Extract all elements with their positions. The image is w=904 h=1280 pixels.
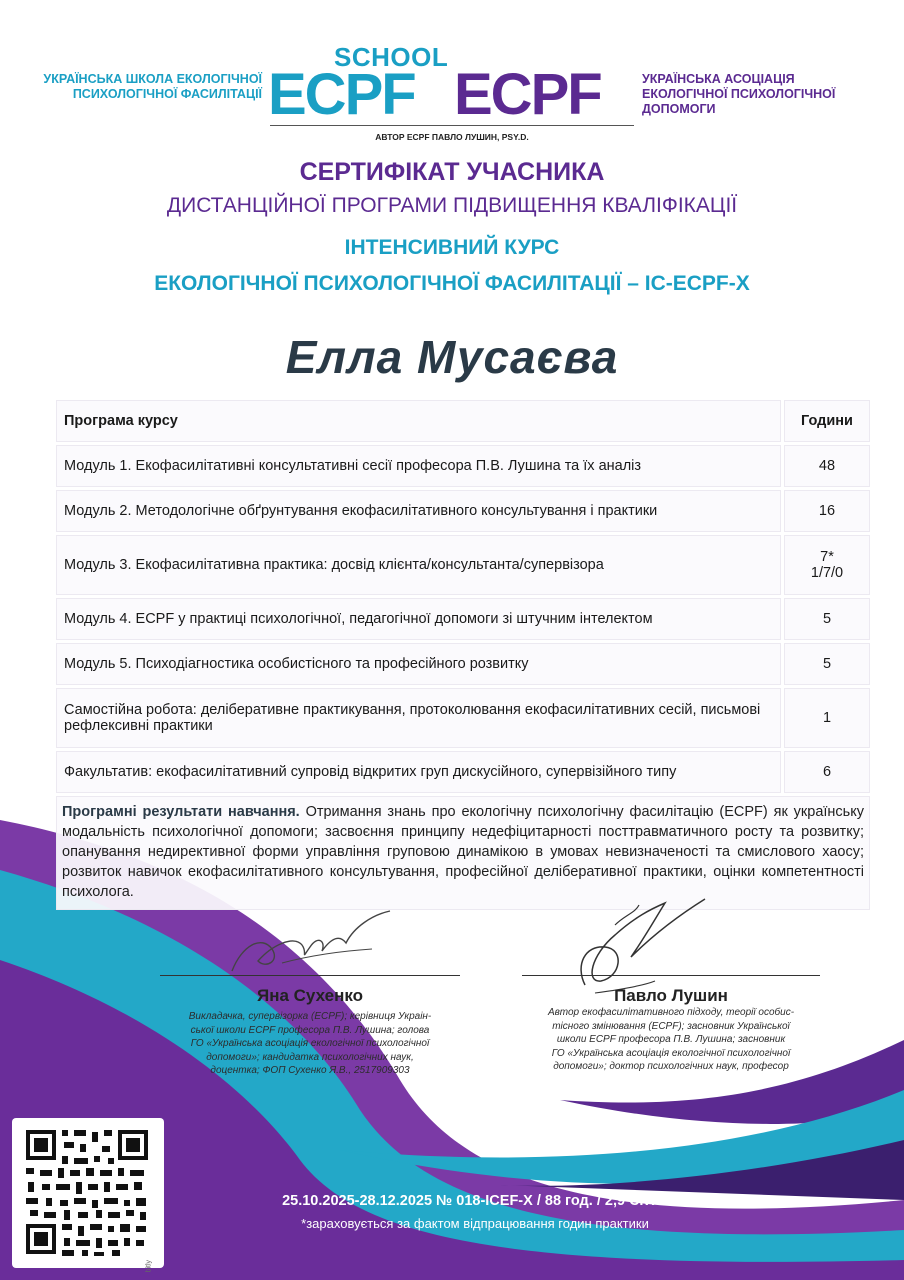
table-row	[56, 490, 870, 532]
learning-outcomes-lead: Програмні результати навчання.	[62, 804, 300, 820]
col-header-program: Програма курсу	[56, 400, 781, 442]
module-name: Модуль 2. Методологічне обґрунтування екофасилітативного консультування і практики	[56, 490, 781, 532]
col-header-hours: Години	[781, 400, 870, 442]
association-org-name: УКРАЇНСЬКА АСОЦІАЦІЯ ЕКОЛОГІЧНОЇ ПСИХОЛОГІЧНОЇ ДОПОМОГИ	[642, 72, 836, 116]
participant-name: Елла Мусаєва	[285, 331, 619, 383]
module-hours: 1	[781, 688, 870, 748]
course-title-line1: ІНТЕНСИВНИЙ КУРС	[344, 236, 560, 259]
association-ecpf-logo	[454, 64, 636, 126]
signer-name-right: Павло Лушин	[614, 986, 728, 1005]
signer-description-left	[160, 1010, 460, 1078]
signature-line-right	[522, 975, 820, 976]
module-name: Модуль 1. Екофасилітативні консультативні сесії професора П.В. Лушина та їх аналіз	[56, 445, 781, 487]
desc-line: допомоги»; доктор психологічних наук, професор	[553, 1061, 789, 1072]
table-row	[56, 643, 870, 685]
desc-line: школи ECPF професора П.В. Лушина; засновник	[556, 1034, 786, 1045]
logo-school-word: SCHOOL	[334, 42, 449, 72]
table-row	[56, 598, 870, 640]
module-name: Модуль 5. Психодіагностика особистісного та професійного розвитку	[56, 643, 781, 685]
learning-outcomes-text: Отримання знань про екологічну психологічну фасилітацію (ECPF) як українську модальність психологічної допомоги; засвоєння принципу недефіцитарності посттравматичного росту та розвитку; опанування недирективної форми управління груповою динамікою в умовах невизначеності та смислового хаосу; розвиток навичок екофасилітативного консультування, професійної деліберативної практики, оцінки компетентності психолога.	[62, 804, 864, 900]
table-row	[56, 688, 870, 748]
course-program-table	[56, 397, 870, 796]
logo-school-ecpf: ECPF	[268, 62, 415, 127]
qr-caption: bitly	[145, 1260, 152, 1273]
desc-line: ГО «Українська асоціація екологічної психологічної	[190, 1038, 430, 1049]
signer-name-left: Яна Сухенко	[256, 986, 364, 1005]
module-hours: 5	[781, 643, 870, 685]
module-hours: 5	[781, 598, 870, 640]
program-title: ДИСТАНЦІЙНОЇ ПРОГРАМИ ПІДВИЩЕННЯ КВАЛІФІКАЦІЇ	[166, 194, 738, 217]
module-hours-cell	[781, 535, 870, 595]
module-hours: 16	[781, 490, 870, 532]
module-name: Модуль 3. Екофасилітативна практика: досвід клієнта/консультанта/супервізора	[56, 535, 781, 595]
desc-line: тісного змінювання (ECPF); засновник Української	[552, 1020, 790, 1032]
desc-line: ської школи ECPF професора П.В. Лушина; голова	[190, 1024, 430, 1036]
desc-line: Автор екофасилітативного підходу, теорії особис-	[547, 1007, 795, 1018]
module-hours: 48	[781, 445, 870, 487]
table-header-row	[56, 400, 870, 442]
module-name: Факультатив: екофасилітативний супровід відкритих груп дискусійного, супервізійного типу	[56, 751, 781, 793]
signature-line-left	[160, 975, 460, 976]
author-line: АВТОР ECPF ПАВЛО ЛУШИН, PSY.D.	[270, 125, 634, 142]
signer-description-right	[522, 1006, 820, 1074]
module-name: Самостійна робота: деліберативне практикування, протоколювання екофасилітативних сесій, письмові рефлексивні практики	[56, 688, 781, 748]
logo-assoc-ecpf: ECPF	[454, 62, 601, 127]
module-hours-breakdown: 1/7/0	[810, 565, 844, 581]
module-name: Модуль 4. ECPF у практиці психологічної, педагогічної допомоги зі штучним інтелектом	[56, 598, 781, 640]
qr-code[interactable]	[12, 1118, 164, 1273]
module-hours: 7*	[820, 549, 834, 565]
course-dates-and-credits: 25.10.2025-28.12.2025 № 018-ICEF-X / 88 год. / 2,9 ЄКТС	[282, 1193, 668, 1209]
module-hours: 6	[781, 751, 870, 793]
course-title-line2: ЕКОЛОГІЧНОЇ ПСИХОЛОГІЧНОЇ ФАСИЛІТАЦІЇ – IC-ECPF-X	[154, 272, 750, 295]
desc-line: Викладачка, супервізорка (ECPF); керівниця Украін-	[188, 1011, 432, 1022]
table-row	[56, 535, 870, 595]
desc-line: ГО «Українська асоціація екологічної психологічної	[551, 1047, 791, 1059]
table-row	[56, 751, 870, 793]
school-ecpf-logo	[268, 42, 449, 127]
signature-left-scribble	[222, 905, 392, 977]
practice-footnote: *зараховується за фактом відпрацювання годин практики	[301, 1216, 649, 1231]
certificate-title: СЕРТИФІКАТ УЧАСНИКА	[299, 158, 605, 186]
school-org-name: УКРАЇНСЬКА ШКОЛА ЕКОЛОГІЧНОЇ ПСИХОЛОГІЧНОЇ ФАСИЛІТАЦІЇ	[43, 72, 262, 101]
desc-line: допомоги»; кандидатка психологічних наук,	[206, 1051, 414, 1063]
learning-outcomes	[56, 796, 870, 910]
table-row	[56, 445, 870, 487]
qr-code-icon	[12, 1118, 164, 1268]
desc-line: доцентка; ФОП Сухенко Я.В., 2517909303	[210, 1065, 410, 1076]
